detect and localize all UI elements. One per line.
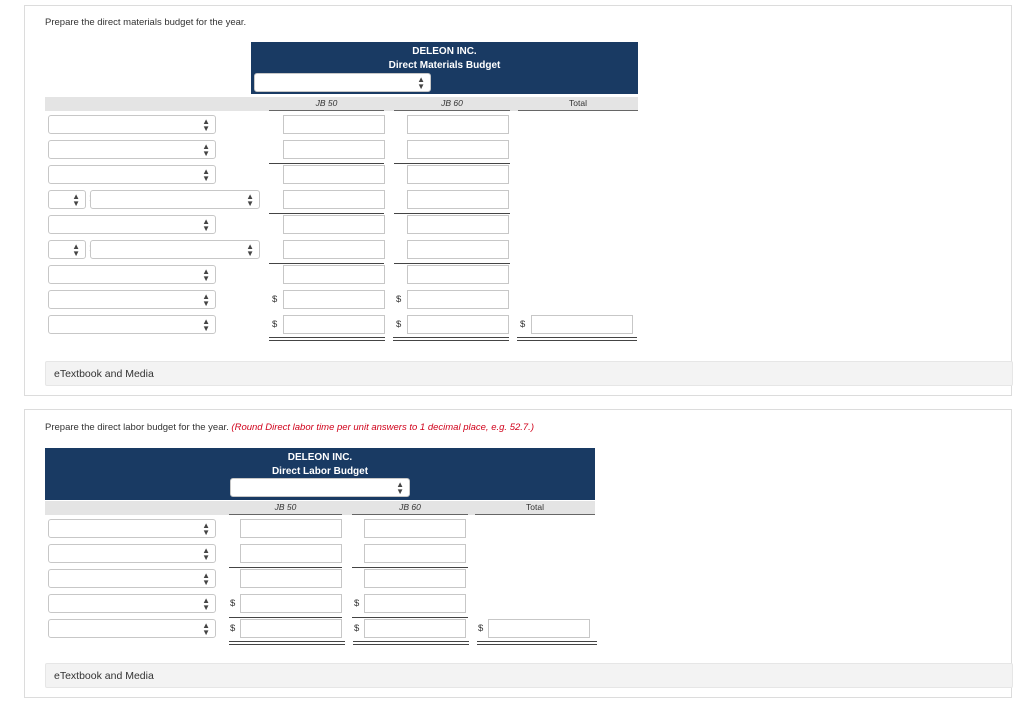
jb60-input[interactable]: [364, 544, 466, 563]
jb50-input[interactable]: [283, 290, 385, 309]
row-label-select[interactable]: [48, 140, 216, 159]
currency-symbol: $: [520, 319, 526, 330]
row-label-select[interactable]: [90, 190, 260, 209]
up-down-arrows-icon: ▲ ▼: [202, 167, 210, 183]
up-down-arrows-icon: ▲ ▼: [246, 192, 254, 208]
labor-budget-title: Direct Labor Budget: [271, 466, 369, 477]
materials-col-total: Total: [518, 97, 638, 111]
currency-symbol: $: [396, 319, 402, 330]
jb60-input[interactable]: [407, 190, 509, 209]
subtotal-rule: [269, 213, 384, 214]
up-down-arrows-icon: ▲ ▼: [202, 596, 210, 612]
jb60-input[interactable]: [407, 140, 509, 159]
subtotal-rule: [269, 163, 384, 164]
jb60-input[interactable]: [364, 519, 466, 538]
jb60-input[interactable]: [407, 165, 509, 184]
labor-header: [45, 448, 595, 500]
currency-symbol: $: [230, 598, 236, 609]
materials-period-select[interactable]: [254, 73, 431, 92]
jb50-input[interactable]: [240, 569, 342, 588]
currency-symbol: $: [478, 623, 484, 634]
up-down-arrows-icon: ▲ ▼: [72, 192, 80, 208]
up-down-arrows-icon: ▲ ▼: [202, 521, 210, 537]
jb60-input[interactable]: [364, 619, 466, 638]
currency-symbol: $: [396, 294, 402, 305]
up-down-arrows-icon: ▲ ▼: [396, 480, 404, 496]
up-down-arrows-icon: ▲ ▼: [417, 75, 425, 91]
labor-col-total: Total: [475, 501, 595, 515]
jb60-input[interactable]: [407, 115, 509, 134]
materials-etextbook-link[interactable]: eTextbook and Media: [45, 361, 1013, 386]
materials-col-jb60: JB 60: [394, 97, 510, 111]
row-label-select[interactable]: [48, 165, 216, 184]
currency-symbol: $: [230, 623, 236, 634]
jb50-input[interactable]: [283, 315, 385, 334]
materials-panel: [24, 5, 1012, 396]
total-input[interactable]: [531, 315, 633, 334]
materials-budget-title: Direct Materials Budget: [388, 60, 501, 71]
row-label-select[interactable]: [48, 315, 216, 334]
total-double-rule: [229, 641, 345, 645]
jb50-input[interactable]: [283, 240, 385, 259]
labor-instruction: [45, 422, 534, 433]
materials-instruction: Prepare the direct materials budget for the year.: [45, 17, 247, 28]
row-label-select[interactable]: [48, 519, 216, 538]
total-input[interactable]: [488, 619, 590, 638]
labor-col-jb50: JB 50: [229, 501, 342, 515]
currency-symbol: $: [354, 623, 360, 634]
subtotal-rule: [229, 617, 342, 618]
up-down-arrows-icon: ▲ ▼: [202, 267, 210, 283]
jb60-input[interactable]: [364, 569, 466, 588]
jb50-input[interactable]: [240, 594, 342, 613]
up-down-arrows-icon: ▲ ▼: [202, 142, 210, 158]
up-down-arrows-icon: ▲ ▼: [202, 571, 210, 587]
subtotal-rule: [269, 263, 384, 264]
labor-company: DELEON INC.: [287, 452, 353, 463]
up-down-arrows-icon: ▲ ▼: [246, 242, 254, 258]
jb60-input[interactable]: [407, 215, 509, 234]
jb60-input[interactable]: [407, 315, 509, 334]
currency-symbol: $: [272, 319, 278, 330]
row-label-select[interactable]: [48, 544, 216, 563]
labor-instruction-text: Prepare the direct labor budget for the year.: [45, 422, 229, 433]
labor-col-jb60: JB 60: [352, 501, 468, 515]
jb60-input[interactable]: [364, 594, 466, 613]
subtotal-rule: [394, 263, 510, 264]
row-label-select[interactable]: [90, 240, 260, 259]
subtotal-rule: [352, 567, 468, 568]
total-double-rule: [477, 641, 597, 645]
currency-symbol: $: [272, 294, 278, 305]
materials-company: DELEON INC.: [412, 46, 477, 57]
total-double-rule: [269, 337, 385, 341]
materials-col-jb50: JB 50: [269, 97, 384, 111]
total-double-rule: [517, 337, 637, 341]
jb50-input[interactable]: [283, 140, 385, 159]
jb50-input[interactable]: [240, 519, 342, 538]
row-operator-select[interactable]: [48, 190, 86, 209]
total-double-rule: [353, 641, 469, 645]
jb60-input[interactable]: [407, 240, 509, 259]
jb50-input[interactable]: [283, 115, 385, 134]
row-label-select[interactable]: [48, 619, 216, 638]
jb50-input[interactable]: [283, 165, 385, 184]
subtotal-rule: [394, 163, 510, 164]
jb50-input[interactable]: [283, 190, 385, 209]
jb50-input[interactable]: [283, 215, 385, 234]
up-down-arrows-icon: ▲ ▼: [202, 292, 210, 308]
labor-panel: [24, 409, 1012, 698]
up-down-arrows-icon: ▲ ▼: [202, 117, 210, 133]
row-label-select[interactable]: [48, 594, 216, 613]
row-label-select[interactable]: [48, 115, 216, 134]
jb60-input[interactable]: [407, 265, 509, 284]
up-down-arrows-icon: ▲ ▼: [202, 621, 210, 637]
jb50-input[interactable]: [240, 619, 342, 638]
up-down-arrows-icon: ▲ ▼: [202, 217, 210, 233]
currency-symbol: $: [354, 598, 360, 609]
subtotal-rule: [229, 567, 342, 568]
row-label-select[interactable]: [48, 290, 216, 309]
subtotal-rule: [394, 213, 510, 214]
up-down-arrows-icon: ▲ ▼: [72, 242, 80, 258]
jb50-input[interactable]: [283, 265, 385, 284]
total-double-rule: [393, 337, 509, 341]
labor-rounding-note: (Round Direct labor time per unit answers to 1 decimal place, e.g. 52.7.): [231, 422, 534, 433]
materials-header: [251, 42, 638, 94]
subtotal-rule: [352, 617, 468, 618]
labor-etextbook-link[interactable]: eTextbook and Media: [45, 663, 1013, 688]
up-down-arrows-icon: ▲ ▼: [202, 317, 210, 333]
row-label-select[interactable]: [48, 569, 216, 588]
row-operator-select[interactable]: [48, 240, 86, 259]
jb60-input[interactable]: [407, 290, 509, 309]
row-label-select[interactable]: [48, 215, 216, 234]
labor-period-select[interactable]: [230, 478, 410, 497]
row-label-select[interactable]: [48, 265, 216, 284]
jb50-input[interactable]: [240, 544, 342, 563]
up-down-arrows-icon: ▲ ▼: [202, 546, 210, 562]
